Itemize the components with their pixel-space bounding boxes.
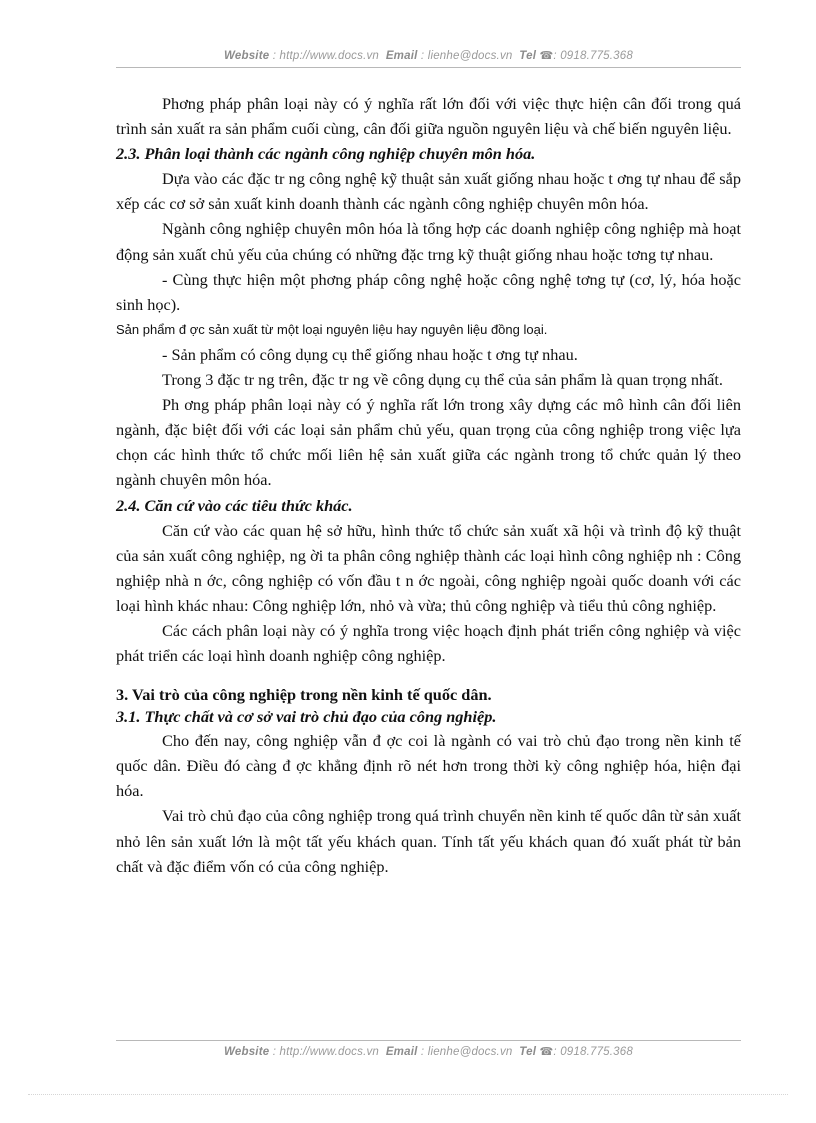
paragraph: - Sản phẩm có công dụng cụ thể giống nhau hoặc t ơng tự nhau.: [162, 344, 578, 364]
phone-icon: ☎: [539, 50, 554, 62]
page-header: [116, 49, 741, 68]
section-heading-2-4: 2.4. Căn cứ vào các tiêu thức khác.: [116, 495, 353, 515]
paragraph: Ph ơng pháp phân loại này có ý nghĩa rất lớn trong xây dựng các mô hình cân đối liên ngành, đặc biệt đối với các loại sản phẩm chủ yếu, quan trọng của công nghiệp trong việc lựa chọn các hình thức tổ chức mối liên hệ sản xuất giữa các ngành trong tổ chức quản lý theo ngành chuyên môn hóa.: [116, 395, 741, 490]
phone-icon: ☎: [539, 1046, 554, 1058]
header-email-link[interactable]: : lienhe@docs.vn: [420, 50, 513, 62]
paragraph: Ngành công nghiệp chuyên môn hóa là tổng hợp các doanh nghiệp công nghiệp mà hoạt động sản xuất chủ yếu của chúng có những đặc trng kỹ thuật giống nhau hoặc tơng tự nhau.: [116, 219, 741, 264]
header-website-link[interactable]: : http://www.docs.vn: [272, 50, 380, 62]
footer-email-label: Email: [385, 1046, 418, 1058]
footer-tel-label: Tel: [519, 1046, 537, 1058]
paragraph: Vai trò chủ đạo của công nghiệp trong quá trình chuyển nền kinh tế quốc dân từ sản xuất nhỏ lên sản xuất lớn là một tất yếu khách quan. Tính tất yếu khách quan đó xuất phát từ bản chất và đặc điểm vốn có của công nghiệp.: [116, 806, 741, 876]
footer-website-label: Website: [224, 1046, 270, 1058]
header-website-label: Website: [224, 50, 270, 62]
footer-website-link[interactable]: : http://www.docs.vn: [272, 1046, 380, 1058]
paragraph: Sản phẩm đ ợc sản xuất từ một loại nguyên liệu hay nguyên liệu đồng loại.: [116, 321, 548, 337]
section-heading-3: 3. Vai trò của công nghiệp trong nền kinh tế quốc dân.: [116, 685, 492, 705]
page-edge-divider: [28, 1094, 788, 1095]
header-tel-value: : 0918.775.368: [553, 50, 633, 62]
section-heading-3-1: 3.1. Thực chất và cơ sở vai trò chủ đạo của công nghiệp.: [116, 707, 497, 727]
paragraph: - Cùng thực hiện một phơng pháp công nghệ hoặc công nghệ tơng tự (cơ, lý, hóa hoặc sinh học).: [116, 269, 741, 314]
section-heading-2-3: 2.3. Phân loại thành các ngành công nghiệp chuyên môn hóa.: [116, 144, 536, 164]
page-footer: [116, 1040, 741, 1058]
document-body: [116, 91, 741, 879]
header-email-label: Email: [385, 50, 418, 62]
paragraph: Cho đến nay, công nghiệp vẫn đ ợc coi là ngành có vai trò chủ đạo trong nền kinh tế quốc dân. Điều đó càng đ ợc khẳng định rõ nét hơn trong thời kỳ công nghiệp hóa, hiện đại hóa.: [116, 731, 741, 801]
paragraph: Trong 3 đặc tr ng trên, đặc tr ng về công dụng cụ thể của sản phẩm là quan trọng nhất.: [162, 370, 723, 390]
footer-tel-value: : 0918.775.368: [553, 1046, 633, 1058]
paragraph: Phơng pháp phân loại này có ý nghĩa rất lớn đối với việc thực hiện cân đối trong quá trình sản xuất ra sản phẩm cuối cùng, cân đối giữa nguồn nguyên liệu và chế biến nguyên liệu.: [116, 94, 741, 139]
footer-email-link[interactable]: : lienhe@docs.vn: [420, 1046, 513, 1058]
paragraph: Các cách phân loại này có ý nghĩa trong việc hoạch định phát triển công nghiệp và việc phát triển các loại hình doanh nghiệp công nghiệp.: [116, 620, 741, 666]
paragraph: Dựa vào các đặc tr ng công nghệ kỹ thuật sản xuất giống nhau hoặc t ơng tự nhau để sắp xếp các cơ sở sản xuất kinh doanh thành các ngành công nghiệp chuyên môn hóa.: [116, 169, 741, 214]
paragraph: Căn cứ vào các quan hệ sở hữu, hình thức tổ chức sản xuất xã hội và trình độ kỹ thuật của sản xuất công nghiệp, ng ời ta phân công nghiệp thành các loại hình công nghiệp nh : Công nghiệp nhà n ớc, công nghiệp có vốn đầu t n ớc ngoài, công nghiệp ngoài quốc doanh với các loại hình khác nhau: Công nghiệp lớn, nhỏ và vừa; thủ công nghiệp và tiểu thủ công nghiệp.: [116, 520, 741, 615]
header-tel-label: Tel: [519, 50, 537, 62]
